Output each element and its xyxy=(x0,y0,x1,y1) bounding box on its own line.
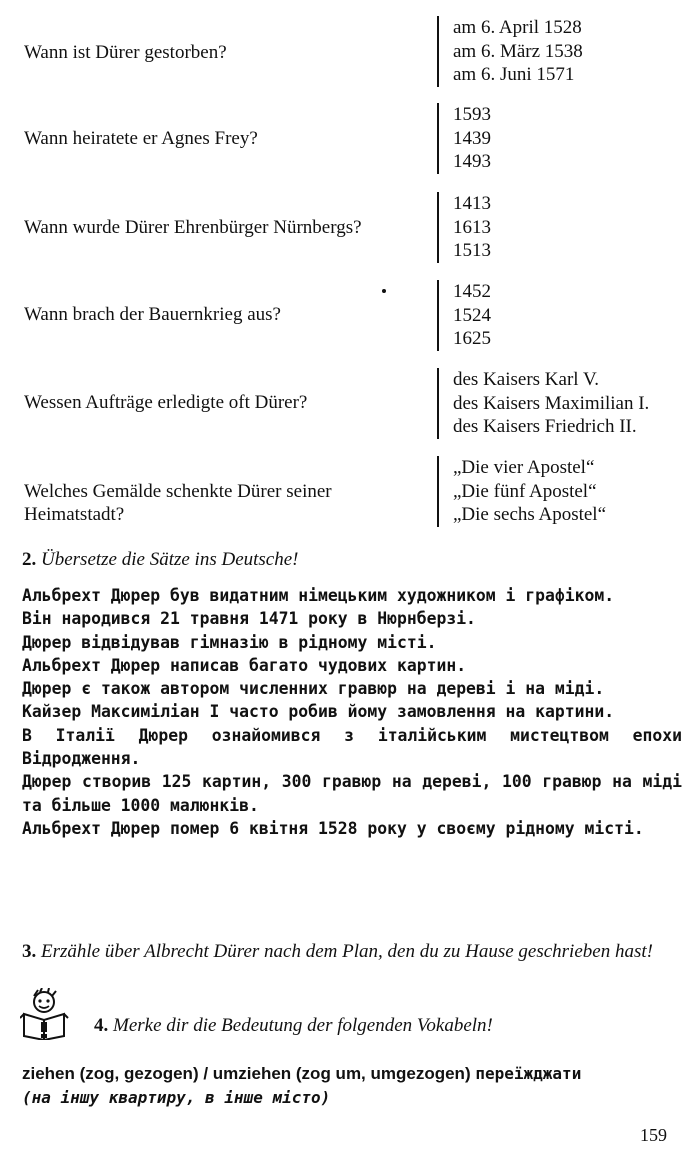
vocab-entry xyxy=(22,1062,684,1110)
sentence: Дюрер відвідував гімназію в рідному місті. xyxy=(22,632,437,652)
quiz-question: Welches Gemälde schenkte Dürer seiner Heimatstadt? xyxy=(24,481,332,525)
sentence: Альбрехт Дюрер написав багато чудових картин. xyxy=(22,655,467,675)
quiz-options xyxy=(437,16,583,87)
quiz-option: am 6. April 1528 xyxy=(453,17,582,38)
sentence: В Італії Дюрер ознайомився з італійським мистецтвом епохи Відродження. xyxy=(22,725,682,769)
quiz-option: 1439 xyxy=(453,127,491,149)
quiz-option: 1413 xyxy=(453,193,491,214)
task-instruction: Erzähle über Albrecht Dürer nach dem Plan, den du zu Hause geschrieben hast! xyxy=(41,941,653,962)
task-instruction: Merke dir die Bedeutung der folgenden Vokabeln! xyxy=(113,1015,493,1036)
quiz-question: Wann heiratete er Agnes Frey? xyxy=(24,128,258,149)
task-instruction: Übersetze die Sätze ins Deutsche! xyxy=(41,549,299,570)
quiz-option: des Kaisers Maximilian I. xyxy=(453,392,650,414)
quiz-option: 1613 xyxy=(453,216,491,238)
task-number: 3. xyxy=(22,941,37,962)
sentence: Кайзер Максиміліан I часто робив йому замовлення на картини. xyxy=(22,702,615,722)
quiz-options xyxy=(437,456,606,527)
quiz-option: am 6. März 1538 xyxy=(453,40,583,62)
sentence: Він народився 21 травня 1471 року в Нюрнберзі. xyxy=(22,609,476,629)
task-number: 4. xyxy=(94,1015,109,1036)
quiz-question: Wessen Aufträge erledigte oft Dürer? xyxy=(24,392,308,413)
sentence: Альбрехт Дюрер був видатним німецьким художником і графіком. xyxy=(22,586,615,605)
quiz-option: „Die fünf Apostel“ xyxy=(453,480,597,502)
quiz-options xyxy=(437,103,491,174)
quiz-options xyxy=(437,368,649,439)
sentence: Дюрер створив 125 картин, 300 гравюр на дереві, 100 гравюр на міді та більше 1000 малюнків. xyxy=(22,772,682,815)
task-4-heading xyxy=(94,1014,684,1037)
vocab-translation: переїжджати xyxy=(475,1064,582,1083)
page-number: 159 xyxy=(640,1125,667,1145)
quiz-option: 1625 xyxy=(453,328,491,349)
task-2-heading xyxy=(22,548,682,571)
reading-child-icon xyxy=(20,988,88,1045)
quiz-question: Wann ist Dürer gestorben? xyxy=(24,42,227,63)
quiz-options xyxy=(437,280,491,351)
vocab-gloss: (на іншу квартиру, в інше місто) xyxy=(22,1088,331,1107)
task-3 xyxy=(22,940,682,963)
quiz-question: Wann brach der Bauernkrieg aus? xyxy=(24,304,281,325)
quiz-option: 1493 xyxy=(453,151,491,172)
sentence: Дюрер є також автором численних гравюр на дереві і на міді. xyxy=(22,679,605,699)
quiz-option: „Die vier Apostel“ xyxy=(453,457,595,478)
quiz-options xyxy=(437,192,491,263)
quiz-option: 1513 xyxy=(453,240,491,261)
quiz-option: des Kaisers Friedrich II. xyxy=(453,416,637,437)
stray-dot xyxy=(382,289,386,293)
quiz-question: Wann wurde Dürer Ehrenbürger Nürnbergs? xyxy=(24,217,362,238)
quiz-option: 1593 xyxy=(453,104,491,125)
quiz-option: des Kaisers Karl V. xyxy=(453,369,599,390)
quiz-option: am 6. Juni 1571 xyxy=(453,64,575,85)
quiz-option: 1452 xyxy=(453,281,491,302)
translation-sentences xyxy=(22,584,682,840)
quiz-option: „Die sechs Apostel“ xyxy=(453,504,607,525)
sentence: Альбрехт Дюрер помер 6 квітня 1528 року у своєму рідному місті. xyxy=(22,818,644,838)
vocab-words: ziehen (zog, gezogen) / umziehen (zog um, umgezogen) xyxy=(22,1064,471,1083)
task-number: 2. xyxy=(22,549,37,570)
quiz-option: 1524 xyxy=(453,304,491,326)
